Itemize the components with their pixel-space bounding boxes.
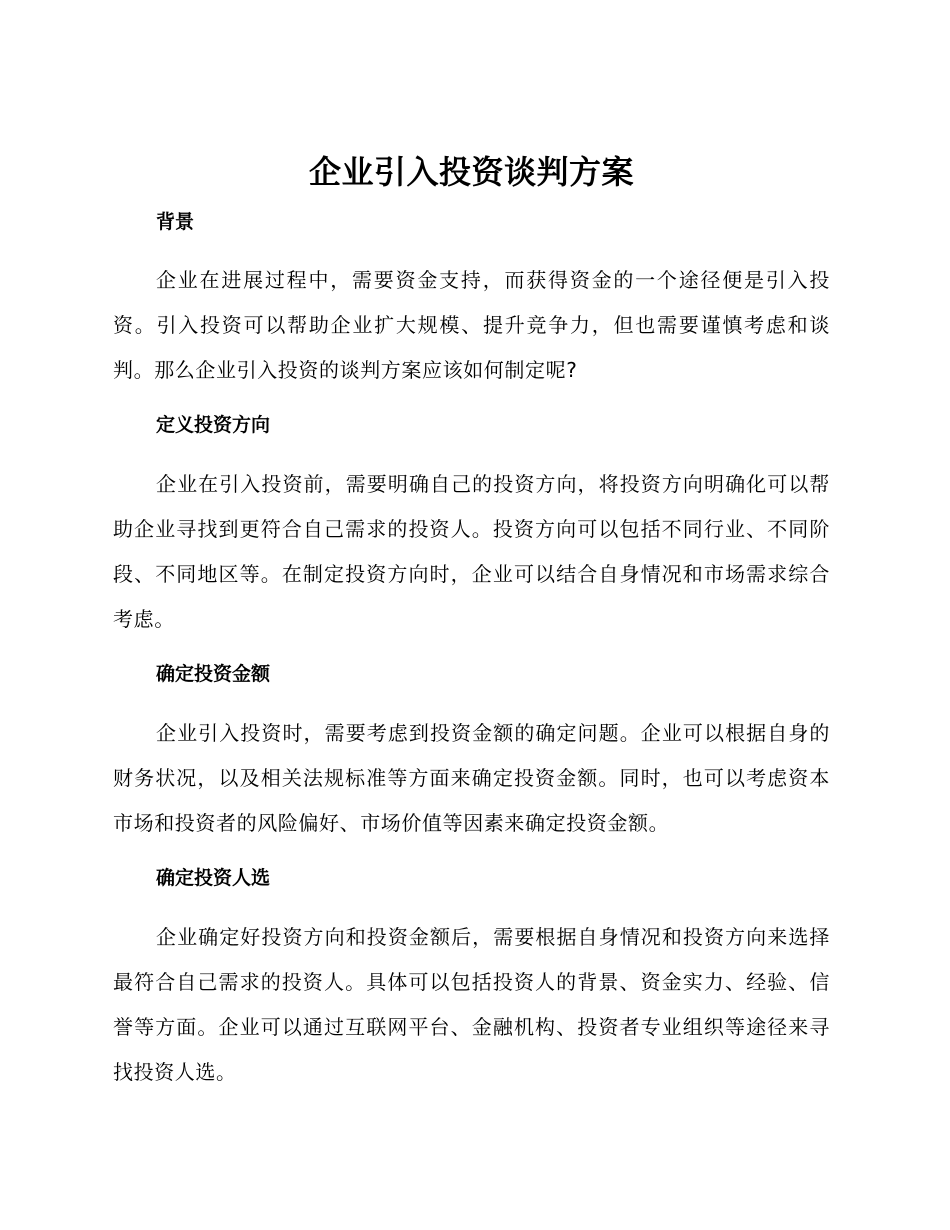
section-heading-background: 背景 <box>156 211 195 233</box>
section-paragraph-investor-selection: 企业确定好投资方向和投资金额后，需要根据自身情况和投资方向来选择最符合自己需求的投资人。具体可以包括投资人的背景、资金实力、经验、信誉等方面。企业可以通过互联网平台、金融机构、投资者专业组织等途径来寻找投资人选。 <box>113 925 830 1084</box>
section-paragraph-investment-amount: 企业引入投资时，需要考虑到投资金额的确定问题。企业可以根据自身的财务状况，以及相关法规标准等方面来确定投资金额。同时，也可以考虑资本市场和投资者的风险偏好、市场价值等因素来确定投资金额。 <box>113 721 830 835</box>
section-paragraph-background: 企业在进展过程中，需要资金支持，而获得资金的一个途径便是引入投资。引入投资可以帮助企业扩大规模、提升竞争力，但也需要谨慎考虑和谈判。那么企业引入投资的谈判方案应该如何制定呢? <box>113 268 830 382</box>
section-heading-investment-direction: 定义投资方向 <box>156 414 271 436</box>
section-heading-investment-amount: 确定投资金额 <box>156 663 271 685</box>
document-title: 企业引入投资谈判方案 <box>308 153 634 191</box>
section-paragraph-investment-direction: 企业在引入投资前，需要明确自己的投资方向，将投资方向明确化可以帮助企业寻找到更符合自己需求的投资人。投资方向可以包括不同行业、不同阶段、不同地区等。在制定投资方向时，企业可以结合自身情况和市场需求综合考虑。 <box>113 472 830 631</box>
section-heading-investor-selection: 确定投资人选 <box>156 867 271 889</box>
